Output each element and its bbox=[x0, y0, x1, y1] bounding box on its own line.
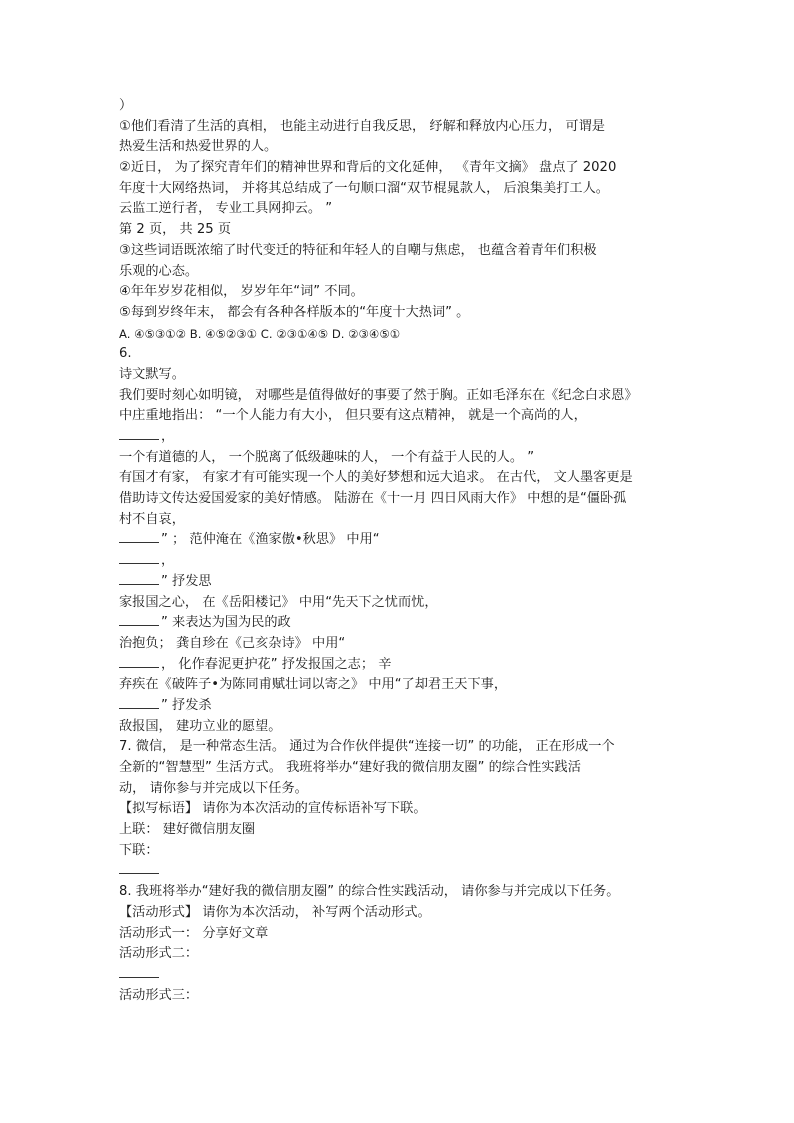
text-content: ④年年岁岁花相似， 岁岁年年“词” 不同。 bbox=[119, 284, 364, 300]
text-content: 年度十大网络热词， 并将其总结成了一句顺口溜“双节棍晁款人， 后浪集美打工人。 bbox=[119, 180, 609, 196]
text-content: 一个有道德的人， 一个脱离了低级趣味的人， 一个有益于人民的人。 ” bbox=[119, 449, 535, 465]
text-content: ” ； 范仲淹在《渔家傲•秋思》 中用“ bbox=[161, 532, 380, 548]
text-line bbox=[119, 117, 679, 138]
text-content: 【拟写标语】 请你为本次活动的宣传标语补写下联。 bbox=[119, 801, 427, 817]
text-line bbox=[119, 882, 679, 903]
text-line bbox=[119, 530, 679, 551]
text-content: 乐观的心态。 bbox=[119, 263, 199, 279]
text-content: 借助诗文传达爱国爱家的美好情感。 陆游在《十一月 四日风雨大作》 中想的是“僵卧孤 bbox=[119, 491, 627, 507]
text-content: ” 抒发杀 bbox=[161, 697, 212, 713]
text-line bbox=[119, 510, 679, 531]
text-content: ③这些词语既浓缩了时代变迁的特征和年轻人的自嘲与焦虑， 也蕴含着青年们积极 bbox=[119, 242, 597, 258]
text-line bbox=[119, 944, 679, 965]
document-page bbox=[119, 96, 679, 1006]
text-content: A. ④⑤③①② B. ④⑤②③① C. ②③①④⑤ D. ②③④⑤① bbox=[119, 326, 401, 341]
text-line bbox=[119, 965, 679, 986]
text-line bbox=[119, 489, 679, 510]
answer-blank[interactable] bbox=[119, 530, 159, 543]
text-line bbox=[119, 406, 679, 427]
text-line bbox=[119, 96, 679, 117]
text-content: 家报国之心， 在《岳阳楼记》 中用“先天下之忧而忧， bbox=[119, 594, 438, 610]
text-content: 中庄重地指出： “一个人能力有大小， 但只要有这点精神， 就是一个高尚的人， bbox=[119, 408, 587, 424]
text-line bbox=[119, 324, 679, 345]
text-line bbox=[119, 158, 679, 179]
text-content: 动， 请你参与并完成以下任务。 bbox=[119, 780, 308, 796]
text-content: ” 抒发思 bbox=[161, 573, 212, 589]
text-line bbox=[119, 593, 679, 614]
text-content: 有国才有家， 有家才有可能实现一个人的美好梦想和远大追求。 在古代， 文人墨客更是 bbox=[119, 470, 633, 486]
text-content: ， bbox=[161, 553, 175, 569]
text-content: 8. 我班将举办“建好我的微信朋友圈” 的综合性实践活动， 请你参与并完成以下任务。 bbox=[119, 884, 620, 900]
text-line bbox=[119, 841, 679, 862]
text-content: 我们要时刻心如明镜， 对哪些是值得做好的事要了然于胸。正如毛泽东在《纪念白求恩》 bbox=[119, 387, 638, 403]
answer-blank[interactable] bbox=[119, 696, 159, 709]
text-line bbox=[119, 572, 679, 593]
answer-blank[interactable] bbox=[119, 965, 159, 978]
text-line bbox=[119, 282, 679, 303]
text-content: 下联： bbox=[119, 842, 159, 858]
text-line bbox=[119, 427, 679, 448]
text-content: 全新的“智慧型” 生活方式。 我班将举办“建好我的微信朋友圈” 的综合性实践活 bbox=[119, 760, 581, 775]
text-line bbox=[119, 696, 679, 717]
text-line bbox=[119, 220, 679, 241]
answer-blank[interactable] bbox=[119, 613, 159, 626]
text-content: 村不自哀， bbox=[119, 511, 185, 527]
text-line bbox=[119, 241, 679, 262]
text-content: ， bbox=[161, 429, 175, 444]
text-line bbox=[119, 655, 679, 676]
text-line bbox=[119, 386, 679, 407]
text-content: 活动形式三： bbox=[119, 987, 199, 1003]
text-line bbox=[119, 779, 679, 800]
text-line bbox=[119, 303, 679, 324]
text-line bbox=[119, 199, 679, 220]
text-line bbox=[119, 737, 679, 758]
text-content: ” 来表达为国为民的政 bbox=[161, 615, 291, 631]
text-line bbox=[119, 137, 679, 158]
text-content: 诗文默写。 bbox=[119, 366, 185, 382]
text-line bbox=[119, 344, 679, 365]
text-line bbox=[119, 758, 679, 779]
text-line bbox=[119, 634, 679, 655]
text-content: 7. 微信， 是一种常态生活。 通过为合作伙伴提供“连接一切” 的功能， 正在形成一个 bbox=[119, 739, 615, 755]
text-line bbox=[119, 468, 679, 489]
text-content: ， 化作春泥更护花” 抒发报国之志； 辛 bbox=[161, 656, 392, 672]
text-line bbox=[119, 820, 679, 841]
text-content: ⑤每到岁终年末， 都会有各种各样版本的“年度十大热词” 。 bbox=[119, 304, 470, 320]
answer-blank[interactable] bbox=[119, 861, 159, 874]
text-line bbox=[119, 675, 679, 696]
text-content: 云监工逆行者， 专业工具网抑云。 ” bbox=[119, 201, 333, 217]
text-content: 活动形式二： bbox=[119, 946, 199, 962]
text-content: 【活动形式】 请你为本次活动， 补写两个活动形式。 bbox=[119, 904, 431, 920]
text-line bbox=[119, 717, 679, 738]
answer-blank[interactable] bbox=[119, 427, 159, 440]
text-line bbox=[119, 365, 679, 386]
text-line bbox=[119, 861, 679, 882]
text-content: 6. bbox=[119, 346, 132, 362]
answer-blank[interactable] bbox=[119, 572, 159, 585]
text-content: 热爱生活和热爱世界的人。 bbox=[119, 139, 278, 155]
text-content: ②近日， 为了探究青年们的精神世界和背后的文化延伸， 《青年文摘》 盘点了 2020 bbox=[119, 160, 617, 176]
text-line bbox=[119, 448, 679, 469]
text-line bbox=[119, 924, 679, 945]
text-line bbox=[119, 613, 679, 634]
answer-blank[interactable] bbox=[119, 655, 159, 668]
text-line bbox=[119, 262, 679, 283]
text-line bbox=[119, 903, 679, 924]
text-content: 活动形式一： 分享好文章 bbox=[119, 925, 269, 941]
text-content: 弃疾在《破阵子•为陈同甫赋壮词以寄之》 中用“了却君王天下事， bbox=[119, 677, 508, 693]
text-content: ①他们看清了生活的真相， 也能主动进行自我反思， 纾解和释放内心压力， 可谓是 bbox=[119, 118, 605, 134]
answer-blank[interactable] bbox=[119, 551, 159, 564]
text-content: 敌报国， 建功立业的愿望。 bbox=[119, 718, 282, 734]
text-line bbox=[119, 179, 679, 200]
text-content: ） bbox=[119, 98, 133, 113]
text-line bbox=[119, 799, 679, 820]
text-content: 治抱负； 龚自珍在《己亥杂诗》 中用“ bbox=[119, 635, 346, 651]
text-line bbox=[119, 986, 679, 1007]
text-line bbox=[119, 551, 679, 572]
text-content: 上联： 建好微信朋友圈 bbox=[119, 822, 256, 838]
text-content: 第 2 页， 共 25 页 bbox=[119, 222, 232, 238]
